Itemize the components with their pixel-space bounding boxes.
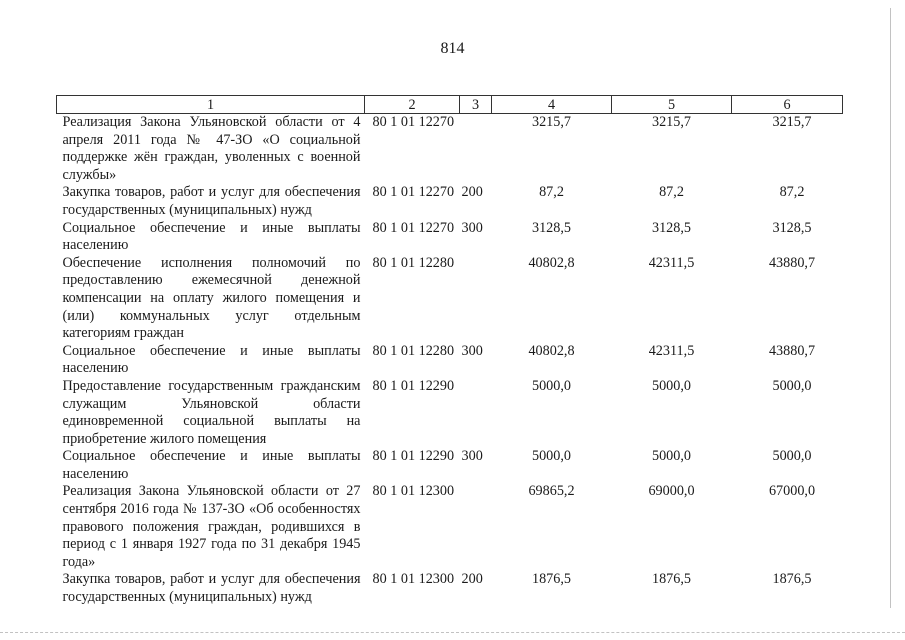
row-value-col6: 43880,7 (768, 342, 816, 359)
row-expense-type: 300 (461, 448, 483, 465)
scan-edge-bottom (0, 632, 905, 634)
row-value-col4: 40802,8 (528, 342, 575, 359)
table-row (57, 571, 843, 606)
table-row (57, 448, 843, 483)
row-value-col4: 5000,0 (531, 448, 571, 465)
row-value-col4: 69865,2 (528, 483, 575, 500)
row-value-col6: 43880,7 (768, 254, 816, 271)
row-name: Социальное обеспечение и иные выплаты населению (62, 342, 361, 377)
row-expense-type (460, 483, 492, 571)
header-col-4: 4 (492, 96, 612, 114)
row-value-col5: 5000,0 (651, 377, 691, 394)
table-row (57, 220, 843, 255)
row-name: Предоставление государственным гражданским служащим Ульяновской области единовременной социальной выплаты на приобретение жилого помещения (62, 377, 361, 447)
row-value-col5: 3128,5 (651, 219, 691, 236)
row-code: 80 1 01 12290 (372, 377, 455, 394)
row-code: 80 1 01 12270 (372, 184, 455, 201)
row-value-col6: 5000,0 (772, 448, 812, 465)
row-value-col4: 5000,0 (531, 377, 571, 394)
row-name: Реализация Закона Ульяновской области от 4 апреля 2011 года № 47-ЗО «О социальной поддержке жён граждан, уволенных с военной службы» (62, 114, 361, 183)
header-col-3: 3 (460, 96, 492, 114)
table-row (57, 343, 843, 378)
row-value-col4: 40802,8 (528, 254, 575, 271)
row-name: Обеспечение исполнения полномочий по предоставлению ежемесячной денежной компенсации на оплату жилого помещения и (или) коммунальных услуг отдельным категориям граждан (62, 254, 361, 342)
header-col-2: 2 (365, 96, 460, 114)
table-header (57, 96, 843, 114)
row-value-col6: 87,2 (779, 184, 805, 201)
row-value-col5: 42311,5 (648, 254, 695, 271)
row-value-col6: 3128,5 (772, 219, 812, 236)
row-value-col5: 69000,0 (648, 483, 695, 500)
table-row (57, 114, 843, 185)
row-value-col5: 3215,7 (651, 114, 691, 130)
header-row (57, 96, 843, 114)
row-value-col5: 42311,5 (648, 342, 695, 359)
row-name: Закупка товаров, работ и услуг для обеспечения государственных (муниципальных) нужд (62, 184, 361, 218)
row-expense-type (460, 378, 492, 448)
row-value-col4: 87,2 (539, 184, 564, 201)
scan-edge-right (890, 8, 891, 608)
table-row (57, 483, 843, 571)
row-expense-type (460, 114, 492, 185)
row-expense-type: 200 (461, 571, 483, 588)
row-value-col4: 1876,5 (531, 571, 571, 588)
row-name: Социальное обеспечение и иные выплаты населению (62, 219, 361, 254)
row-value-col6: 1876,5 (772, 571, 812, 588)
row-expense-type (460, 255, 492, 343)
header-col-1: 1 (57, 96, 365, 114)
table-row (57, 378, 843, 448)
budget-table (56, 95, 843, 607)
table-body (57, 114, 843, 607)
table-row (57, 255, 843, 343)
row-value-col6: 3215,7 (772, 114, 812, 130)
row-value-col5: 87,2 (659, 184, 684, 201)
row-expense-type: 200 (461, 184, 483, 201)
header-col-6: 6 (732, 96, 843, 114)
row-code: 80 1 01 12300 (372, 571, 455, 588)
row-value-col5: 5000,0 (651, 448, 691, 465)
row-value-col4: 3215,7 (531, 114, 571, 130)
row-value-col6: 5000,0 (772, 377, 812, 394)
row-code: 80 1 01 12280 (372, 254, 455, 271)
row-code: 80 1 01 12270 (372, 114, 455, 130)
row-code: 80 1 01 12270 (372, 219, 455, 236)
row-code: 80 1 01 12290 (372, 448, 455, 465)
row-value-col6: 67000,0 (768, 483, 816, 500)
table-row (57, 184, 843, 219)
row-value-col4: 3128,5 (531, 219, 571, 236)
row-expense-type: 300 (461, 342, 483, 359)
row-name: Закупка товаров, работ и услуг для обеспечения государственных (муниципальных) нужд (62, 571, 361, 606)
row-code: 80 1 01 12280 (372, 342, 455, 359)
row-name: Социальное обеспечение и иные выплаты населению (62, 448, 361, 482)
page-number: 814 (440, 40, 465, 57)
row-name: Реализация Закона Ульяновской области от 27 сентября 2016 года № 137-ЗО «Об особенностях правового положения граждан, родившихся в период с 1 января 1927 года по 31 декабря 1945 года» (62, 483, 361, 570)
row-value-col5: 1876,5 (651, 571, 691, 588)
row-code: 80 1 01 12300 (372, 483, 455, 500)
header-col-5: 5 (612, 96, 732, 114)
row-expense-type: 300 (461, 219, 483, 236)
